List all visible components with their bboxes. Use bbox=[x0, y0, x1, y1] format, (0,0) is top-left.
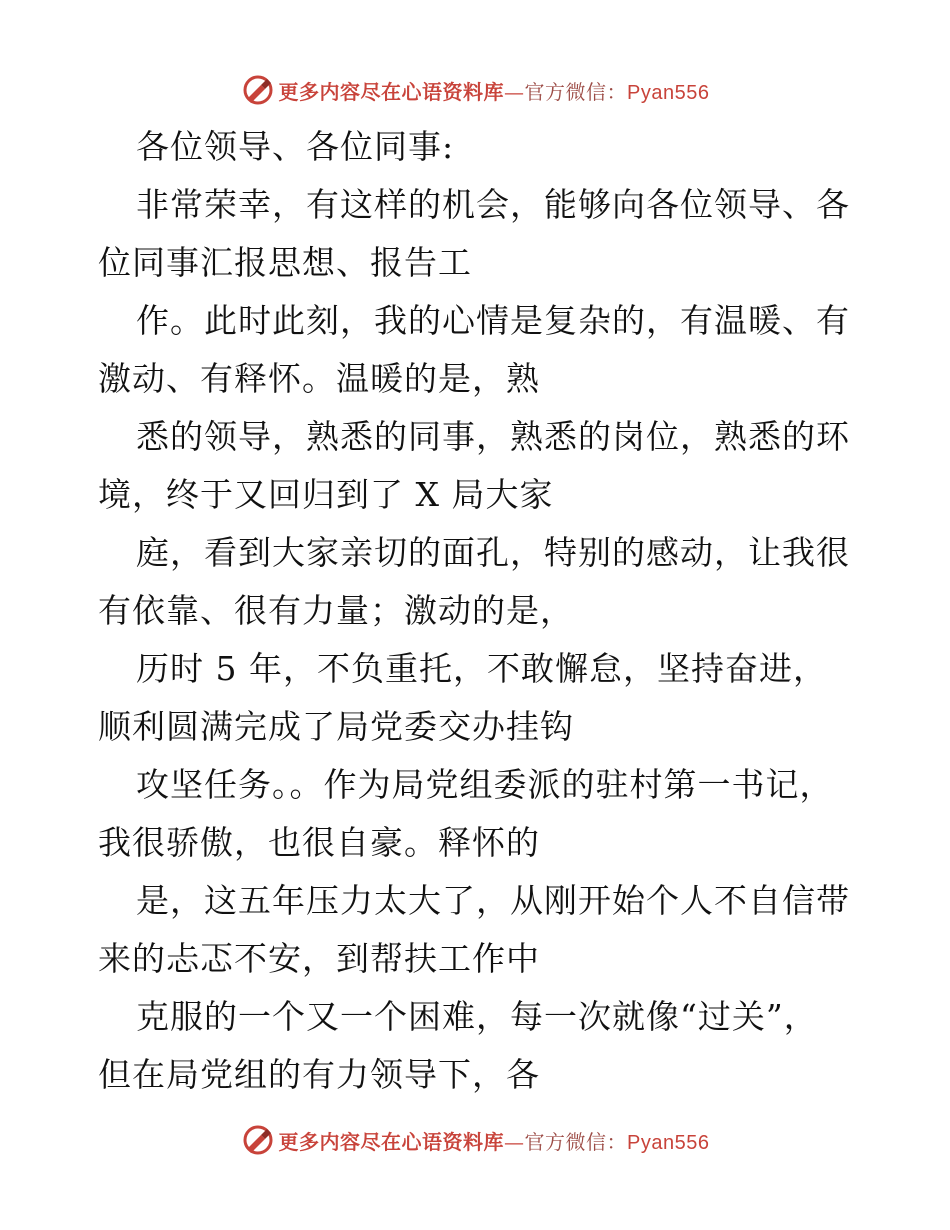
footer-main-text: 更多内容尽在心语资料库 bbox=[278, 1129, 505, 1154]
pen-logo-icon bbox=[241, 1123, 275, 1157]
pen-logo-icon bbox=[241, 73, 275, 107]
header-dash: — bbox=[504, 79, 525, 104]
body-line: 克服的一个又一个困难，每一次就像“过关”， bbox=[136, 997, 818, 1036]
footer-banner bbox=[0, 1120, 950, 1160]
body-line: 作。此时此刻，我的心情是复杂的，有温暖、有 bbox=[136, 301, 850, 340]
body-line: 庭，看到大家亲切的面孔，特别的感动，让我很 bbox=[136, 533, 850, 572]
header-text bbox=[279, 76, 710, 105]
body-line: 境，终于又回归到了 X 局大家 bbox=[98, 475, 554, 514]
body-line: 来的忐忑不安，到帮扶工作中 bbox=[98, 939, 540, 978]
body-line: 位同事汇报思想、报告工 bbox=[98, 243, 472, 282]
body-line: 非常荣幸，有这样的机会，能够向各位领导、各 bbox=[136, 185, 850, 224]
body-line: 各位领导、各位同事: bbox=[136, 127, 455, 166]
body-line: 历时 5 年，不负重托，不敢懈怠，坚持奋进， bbox=[136, 649, 827, 688]
footer-wechat-id: Pyan556 bbox=[627, 1131, 710, 1154]
footer-text bbox=[279, 1126, 710, 1155]
body-line: 攻坚任务。。作为局党组委派的驻村第一书记， bbox=[136, 765, 834, 804]
document-body bbox=[98, 118, 858, 1104]
body-line: 激动、有释怀。温暖的是，熟 bbox=[98, 359, 540, 398]
body-line: 有依靠、很有力量；激动的是， bbox=[98, 591, 574, 630]
body-line: 但在局党组的有力领导下，各 bbox=[98, 1055, 540, 1094]
footer-wechat-label: 官方微信： bbox=[524, 1129, 628, 1154]
body-line: 我很骄傲，也很自豪。释怀的 bbox=[98, 823, 540, 862]
header-wechat-id: Pyan556 bbox=[627, 81, 710, 104]
body-line: 悉的领导，熟悉的同事，熟悉的岗位，熟悉的环 bbox=[136, 417, 850, 456]
header-wechat-label: 官方微信： bbox=[524, 79, 628, 104]
body-line: 是，这五年压力太大了，从刚开始个人不自信带 bbox=[136, 881, 850, 920]
header-main-text: 更多内容尽在心语资料库 bbox=[278, 79, 505, 104]
body-line: 顺利圆满完成了局党委交办挂钩 bbox=[98, 707, 574, 746]
header-banner bbox=[0, 70, 950, 110]
footer-dash: — bbox=[504, 1129, 525, 1154]
